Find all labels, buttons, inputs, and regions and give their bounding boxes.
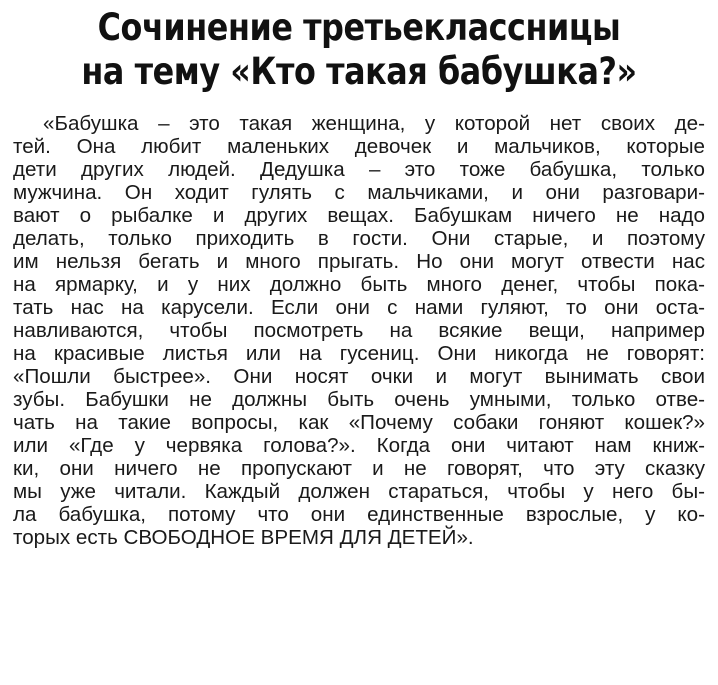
body-line: делать, только приходить в гости. Они старые, и поэтому <box>13 227 705 250</box>
article-title-line-2: на тему «Кто такая бабушка?» <box>81 50 637 93</box>
body-line: мы уже читали. Каждый должен стараться, чтобы у него бы- <box>13 480 705 503</box>
body-line: мужчина. Он ходит гулять с мальчиками, и они разговари- <box>13 181 705 204</box>
body-line: вают о рыбалке и других вещах. Бабушкам ничего не надо <box>13 204 705 227</box>
body-line: на ярмарку, и у них должно быть много денег, чтобы пока- <box>13 273 705 296</box>
body-line: тей. Она любит маленьких девочек и мальчиков, которые <box>13 135 705 158</box>
body-line: зубы. Бабушки не должны быть очень умными, только отве- <box>13 388 705 411</box>
body-line: на красивые листья или на гусениц. Они никогда не говорят: <box>13 342 705 365</box>
body-line: торых есть СВОБОДНОЕ ВРЕМЯ ДЛЯ ДЕТЕЙ». <box>13 526 474 549</box>
article-title <box>50 0 667 94</box>
body-line: ки, они ничего не пропускают и не говорят, что эту сказку <box>13 457 705 480</box>
body-line: или «Где у червяка голова?». Когда они читают нам книж- <box>13 434 705 457</box>
body-line: ла бабушка, потому что они единственные взрослые, у ко- <box>13 503 705 526</box>
article-body <box>13 112 705 549</box>
body-line: чать на такие вопросы, как «Почему собаки гоняют кошек?» <box>13 411 705 434</box>
body-line: «Пошли быстрее». Они носят очки и могут вынимать свои <box>13 365 705 388</box>
body-line: тать нас на карусели. Если они с нами гуляют, то они оста- <box>13 296 705 319</box>
article-title-line-1: Сочинение третьеклассницы <box>97 6 621 49</box>
body-line: навливаются, чтобы посмотреть на всякие вещи, например <box>13 319 705 342</box>
body-line: им нельзя бегать и много прыгать. Но они могут отвести нас <box>13 250 705 273</box>
body-line: «Бабушка – это такая женщина, у которой нет своих де- <box>43 112 705 135</box>
body-line: дети других людей. Дедушка – это тоже бабушка, только <box>13 158 705 181</box>
